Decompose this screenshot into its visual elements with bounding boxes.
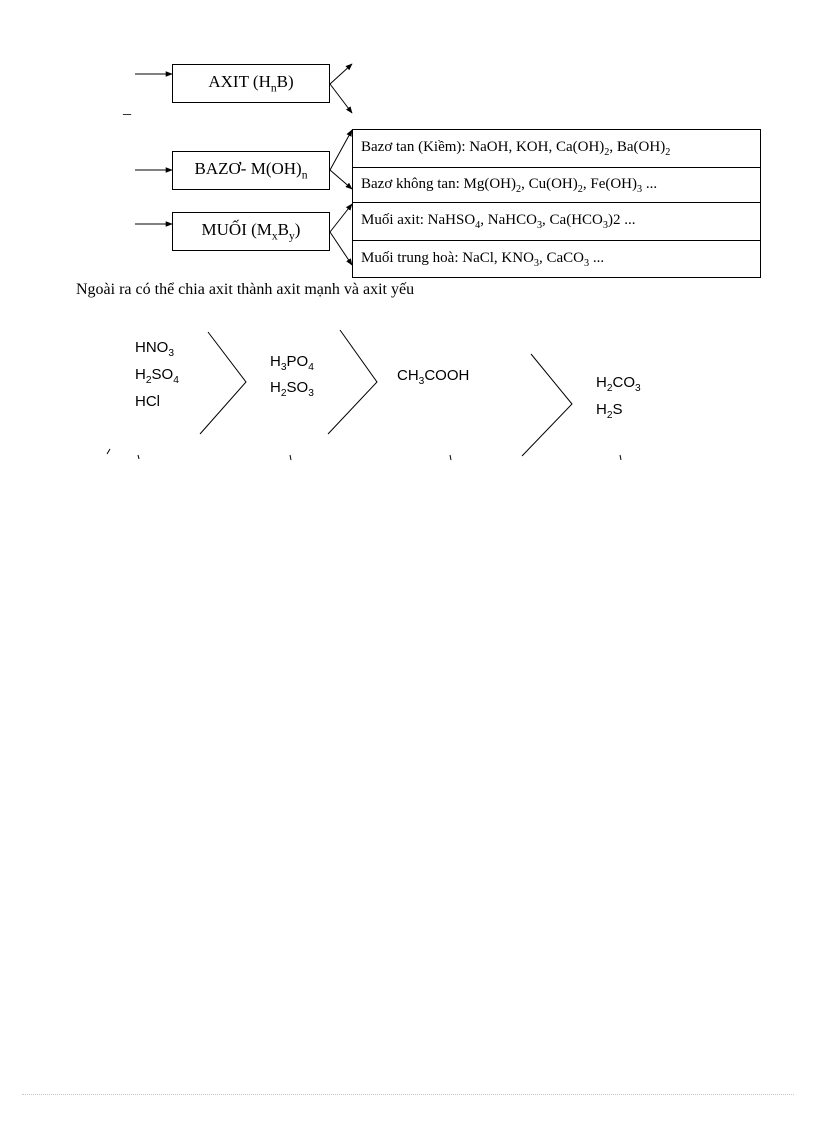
- acid-h2so4: $H_2SO_4$: [135, 366, 179, 386]
- chevron-3: [522, 354, 572, 456]
- bazo-branch-down: [330, 170, 352, 189]
- acid-h2co3: $H_2CO_3$: [596, 374, 641, 394]
- axit-branch-down: [330, 84, 352, 113]
- acid-ch3cooh: $CH_3COOH$: [397, 367, 470, 387]
- muoi-box: [172, 212, 330, 251]
- axit-label: AXIT $(H_nB)$: [208, 72, 294, 95]
- acid-hcl: HCl: [135, 393, 160, 410]
- muoi-label: MUỐI $(M_xB_y)$: [201, 220, 301, 243]
- bazo-label: BAZƠ- $M(OH)_n$: [194, 159, 308, 182]
- dash-mark: _: [123, 100, 131, 117]
- acid-strength-note: Ngoài ra có thể chia axit thành axit mạnh và axit yếu: [76, 281, 415, 298]
- muoi-trung-hoa-text: Muối trung hoà: NaCl, $KNO_3$, CaCO$_3$ ...: [361, 249, 605, 269]
- bazo-branch-up: [330, 130, 352, 170]
- axit-box: [172, 64, 330, 103]
- footer-rule: [22, 1094, 794, 1095]
- axit-branch-up: [330, 64, 352, 84]
- cropped-text-fragments: [107, 449, 621, 460]
- muoi-trung-hoa-box: [352, 240, 761, 278]
- bazo-tan-box: [352, 129, 761, 168]
- bazo-khong-tan-box: [352, 167, 761, 203]
- acid-hno3: $HNO_3$: [135, 339, 175, 359]
- muoi-axit-text: Muối axit: NaHSO$_4$, NaHCO$_3$, $Ca(HCO_3)2$ ...: [361, 212, 636, 231]
- muoi-branch-up: [330, 204, 352, 232]
- bazo-tan-text: Bazơ tan (Kiềm): NaOH, KOH, $Ca(OH)_2$, $Ba(OH)_2$: [361, 139, 671, 158]
- muoi-branch-down: [330, 232, 352, 265]
- bazo-box: [172, 151, 330, 190]
- acid-h2s: $H_2S$: [596, 401, 623, 421]
- bazo-khong-tan-text: Bazơ không tan: $Mg(OH)_2$, $Cu(OH)_2$, $Fe(OH)_3$ ...: [361, 175, 658, 195]
- muoi-axit-box: [352, 202, 761, 241]
- acid-h3po4: $H_3PO_4$: [270, 353, 314, 373]
- chevron-1: [200, 332, 246, 434]
- chevron-2: [328, 330, 377, 434]
- acid-h2so3: $H_2SO_3$: [270, 379, 314, 399]
